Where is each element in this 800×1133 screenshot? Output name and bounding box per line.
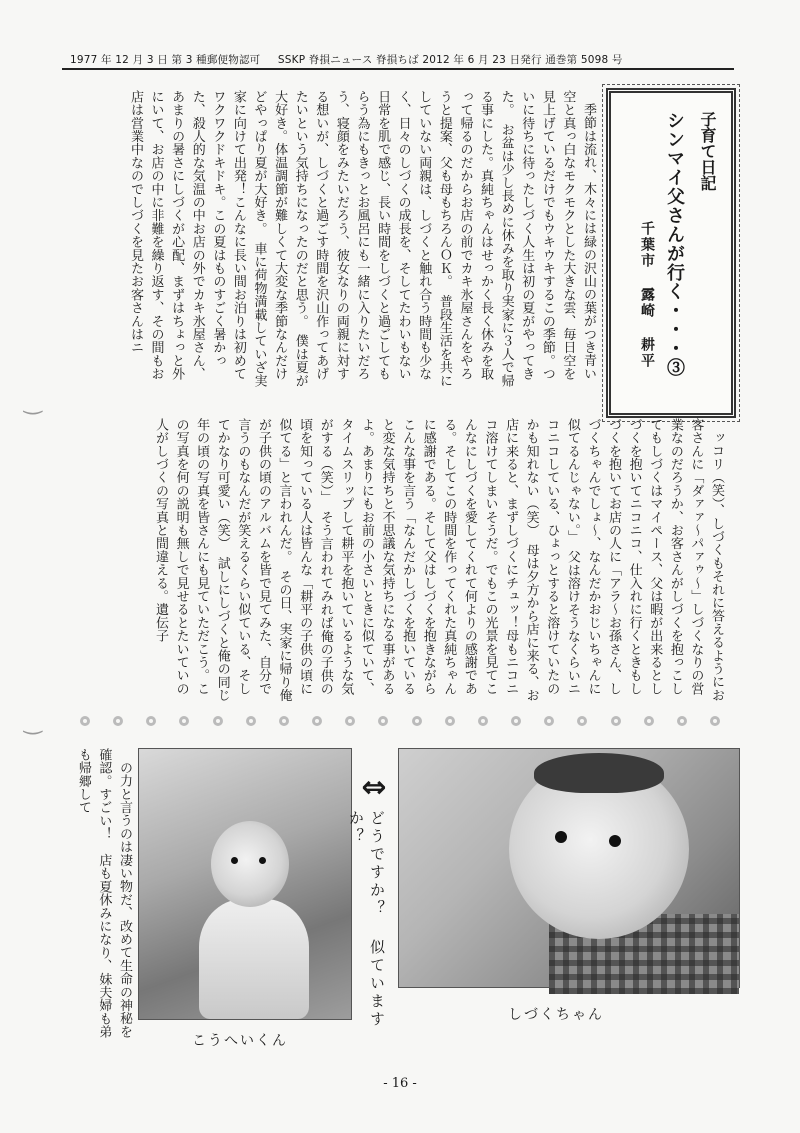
article-body-lower	[80, 418, 726, 708]
binding-hole-mark: ‿	[24, 710, 42, 735]
baby-eye-shape	[259, 857, 266, 864]
flower-ornament-icon	[179, 716, 189, 726]
section-divider	[80, 712, 720, 730]
body-upper-text: 季節は流れ、木々には緑の沢山の葉がつき青い空と真っ白なモクモクとした大きな雲、毎日空を見上げているだけでもウキウキするこの季節。ついに待ちに待ったしづく人生は初の夏がやってきた。 お盆は少し長めに休みを取り実家に３人で帰る事にした。真純ちゃんはせっかく長く休みを取って帰るのだからお店の前でカキ氷屋さんをやろうと提案、父も母もちろんＯＫ。 普段生活を共にしていない両親は、しづくと触れ合う時間も少なく、日々のしづくの成長を、そしてたわいもない日常を肌で感じ、長い時間をしづくと過ごしてもらう為にもきっとお風呂にも一緒に入りたいだろう、寝顔をみたいだろう、彼女なりの両親に対する想いが、しづくと過ごす時間を沢山作ってあげたいという気持ちになったのだと思う。 僕は夏が大好き。体温調節が難しくて大変な季節なんだけどやっぱり夏が大好き。 車に荷物満載していざ実家に向けて出発！こんなに長い間お泊りは初めてワクワクドキドキ。この夏はものすごく暑かった、殺人的な気温の中お店の外でカキ氷屋さん、あまりの暑さにしづくが心配、まずはちょっと外にいて、お店の中に非難を繰り返す、その間もお店は営業中なのでしづくを見たお客さんはニ	[127, 90, 596, 388]
compare-arrow-icon: ⇔	[361, 770, 387, 805]
caption-kohei: こうへいくん	[192, 1033, 288, 1049]
flower-ornament-icon	[412, 716, 422, 726]
flower-ornament-icon	[677, 716, 687, 726]
header-rule	[62, 68, 734, 70]
photo-shizuku	[398, 748, 740, 988]
baby-face-shape	[211, 821, 289, 907]
series-title: 子育て日記	[698, 111, 717, 191]
flower-ornament-icon	[146, 716, 156, 726]
flower-ornament-icon	[445, 716, 455, 726]
binding-hole-mark: ‿	[24, 390, 42, 415]
baby-eye-shape	[609, 835, 621, 847]
flower-ornament-icon	[80, 716, 90, 726]
newsletter-info: SSKP 脊損ニュース 脊損ちば 2012 年 6 月 23 日発行 通巻第 5098 号	[277, 54, 623, 66]
body-lower-text: ッコリ（笑）、しづくもそれに答えるようにお客さんに「ダァァ〜パァゥ〜」しづくなりの営業なのだろうか、お客さんがしづくを抱っこしてもしづくはマイペース、父は暇が出来るとしづくを抱いてニコニコ、仕入れに行くときもしづくを抱いてお店の人に「アラ〜お孫さん、しづくちゃんでしょ〜、なんだかおじいちゃんに似てるんじゃない。」 父は溶けそうなくらいニコニコしている、ひょっとすると溶けていたのかも知れない（笑） 母は夕方から店に来る、お店に来ると、まずしづくにチュッ！母もニコニコ溶けてしまいそうだ。でもこの光景を見てこんなにしづくを愛してくれて何よりの感謝である。そしてこの時間を作ってくれた真純ちゃんに感謝である。そして父はしづくを抱きながらこんな事を言う「なんだかしづくを抱いていると変な気持ちと不思議な気持ちになる事があるよ。あまりにもお前の小さいときに似ていて、タイムスリップして耕平を抱いているような気がする（笑）」 そう言われてみれば俺の子供の頃を知っている人は皆んな「耕平の子供の頃に似てる」と言われんだ。 その日、実家に帰り俺が子供の頃のアルバムを皆で見てみた、自分で言うのもなんだが笑えるくらい似ている、そしてかなり可愛い（笑） 試しにしづくと俺の同じ年の頃の写真を皆さんにも見ていただこう。この写真を何の説明も無しで見せるとたいていの人がしづくの写真と間違える。遺伝子	[152, 418, 724, 702]
flower-ornament-icon	[710, 716, 720, 726]
article-title-box	[606, 88, 736, 418]
flower-ornament-icon	[345, 716, 355, 726]
flower-ornament-icon	[246, 716, 256, 726]
flower-ornament-icon	[577, 716, 587, 726]
flower-ornament-icon	[644, 716, 654, 726]
page-number: - 16 -	[383, 1076, 417, 1091]
flower-ornament-icon	[544, 716, 554, 726]
photo-kohei	[138, 748, 352, 1020]
baby-hair-shape	[534, 753, 664, 793]
flower-ornament-icon	[611, 716, 621, 726]
baby-eye-shape	[231, 857, 238, 864]
flower-ornament-icon	[378, 716, 388, 726]
flower-ornament-icon	[279, 716, 289, 726]
article-body-upper	[80, 90, 598, 390]
flower-ornament-icon	[312, 716, 322, 726]
flower-ornament-icon	[478, 716, 488, 726]
body-bottom-text: の力と言うのは凄い物だ、改めて生命の神秘を確認。すごい！ 店も夏休みになり、妹夫婦も弟も帰郷して	[75, 748, 132, 1039]
article-title: シンマイ父さんが行く・・・③	[664, 111, 685, 377]
baby-body-shape	[199, 899, 309, 1019]
newsletter-header	[70, 52, 710, 67]
baby-eye-shape	[555, 831, 567, 843]
flower-ornament-icon	[511, 716, 521, 726]
flower-ornament-icon	[113, 716, 123, 726]
article-author: 千葉市 露崎 耕平	[639, 221, 655, 369]
article-body-bottom	[75, 748, 134, 1040]
compare-question: どうですか？ 似ていますか？	[347, 810, 386, 1029]
permit-text: 1977 年 12 月 3 日 第 3 種郵便物認可	[70, 54, 261, 66]
flower-ornament-icon	[213, 716, 223, 726]
caption-shizuku: しづくちゃん	[508, 1007, 604, 1023]
